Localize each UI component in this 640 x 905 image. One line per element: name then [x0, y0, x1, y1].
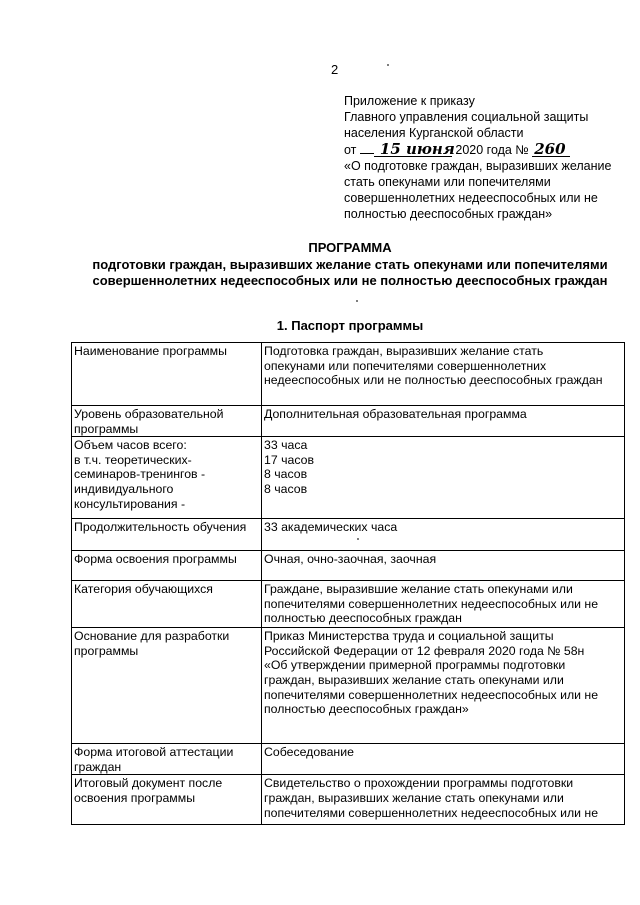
row-value-cell	[262, 551, 625, 581]
row-value-line: полностью дееспособных граждан»	[264, 702, 469, 717]
order-title-line-1: «О подготовке граждан, выразивших желание	[344, 158, 612, 173]
row-label-cell	[72, 406, 262, 437]
row-value-line: недееспособных или не полностью дееспособных граждан	[264, 373, 603, 388]
table-row	[72, 406, 625, 437]
row-label-line: Наименование программы	[74, 344, 227, 358]
table-row	[72, 744, 625, 775]
row-label-cell	[72, 519, 262, 551]
scan-speck	[357, 538, 359, 540]
row-value-cell	[262, 775, 625, 825]
row-label-line: программы	[74, 421, 139, 436]
row-value-cell	[262, 437, 625, 519]
row-value-cell	[262, 519, 625, 551]
row-label-cell	[72, 744, 262, 775]
row-label-line: Форма освоения программы	[74, 552, 237, 567]
table-row	[72, 519, 625, 551]
row-value-line: 8 часов	[264, 467, 308, 482]
row-value-line: Очная, очно-заочная, заочная	[264, 552, 437, 567]
row-value-line: попечителями совершеннолетних недееспособных или не	[264, 805, 599, 820]
year-text: 2020 года №	[455, 142, 529, 157]
row-value-line: граждан, выразивших желание стать опекунами или	[264, 672, 564, 687]
row-value-cell	[262, 406, 625, 437]
row-label-cell	[72, 551, 262, 581]
program-subtitle-line-2: совершеннолетних недееспособных или не полностью дееспособных граждан	[92, 273, 608, 288]
row-label-line: Категория обучающихся	[74, 582, 213, 597]
row-label-line: Продолжительность обучения	[74, 520, 247, 535]
row-label-cell	[72, 775, 262, 825]
handwritten-order-number: 260	[532, 143, 570, 157]
date-prefix: от	[344, 142, 357, 157]
row-value-line: попечителями совершеннолетних недееспособных или не	[264, 596, 599, 611]
row-value-cell	[262, 343, 625, 406]
row-value-line: опекунами или попечителями совершеннолетних	[264, 358, 547, 373]
appendix-block	[344, 93, 634, 223]
row-value-line: граждан, выразивших желание стать опекунами или	[264, 790, 564, 805]
row-label-line: Уровень образовательной	[74, 407, 224, 421]
order-title-line-4: полностью дееспособных граждан»	[344, 207, 553, 222]
scan-speck	[356, 300, 358, 302]
table-row	[72, 437, 625, 519]
row-label-line: Объем часов всего:	[74, 438, 187, 453]
row-value-line: Приказ Министерства труда и социальной защиты	[264, 629, 554, 644]
row-label-cell	[72, 581, 262, 628]
row-label-line: программы	[74, 643, 139, 658]
row-value-line: Собеседование	[264, 745, 354, 760]
row-value-line: попечителями совершеннолетних недееспособных или не	[264, 687, 599, 702]
row-label-line: освоения программы	[74, 790, 196, 805]
row-label-cell	[72, 437, 262, 519]
table-row	[72, 581, 625, 628]
table-row	[72, 628, 625, 744]
row-value-line: Дополнительная образовательная программа	[264, 407, 527, 421]
table-row	[72, 343, 625, 406]
scan-speck	[387, 64, 389, 66]
appendix-line-3: населения Курганской области	[344, 126, 524, 141]
program-title: ПРОГРАММА	[308, 240, 392, 255]
row-value-cell	[262, 628, 625, 744]
row-label-line: индивидуального	[74, 481, 174, 496]
row-value-cell	[262, 581, 625, 628]
row-value-cell	[262, 744, 625, 775]
row-label-line: граждан	[74, 759, 122, 774]
row-label-line: Основание для разработки	[74, 629, 230, 644]
row-value-line: «Об утверждении примерной программы подготовки	[264, 658, 566, 673]
row-label-line: Форма итоговой аттестации	[74, 745, 234, 760]
row-value-line: 8 часов	[264, 481, 308, 496]
row-label-cell	[72, 628, 262, 744]
row-value-line: Подготовка граждан, выразивших желание стать	[264, 344, 544, 358]
order-title-line-2: стать опекунами или попечителями	[344, 175, 551, 190]
table-row	[72, 551, 625, 581]
row-value-line: 17 часов	[264, 452, 314, 467]
row-value-line: Граждане, выразившие желание стать опекунами или	[264, 582, 573, 597]
appendix-date-line	[344, 139, 634, 158]
handwritten-date: 15 июня	[374, 143, 452, 157]
page-number: 2	[331, 62, 339, 77]
row-value-line: Российской Федерации от 12 февраля 2020 года № 58н	[264, 643, 585, 658]
row-label-line: консультирования -	[74, 496, 186, 511]
row-value-line: полностью дееспособных граждан	[264, 611, 462, 626]
section-heading: 1. Паспорт программы	[276, 318, 424, 333]
row-label-cell	[72, 343, 262, 406]
appendix-line-1: Приложение к приказу	[344, 94, 475, 108]
program-subtitle	[60, 257, 640, 289]
appendix-line-2: Главного управления социальной защиты	[344, 110, 589, 125]
program-subtitle-line-1: подготовки граждан, выразивших желание стать опекунами или попечителями	[92, 257, 608, 272]
date-underline	[360, 153, 374, 154]
table-row	[72, 775, 625, 825]
row-label-line: в т.ч. теоретических-	[74, 452, 192, 467]
row-label-line: семинаров-тренингов -	[74, 467, 206, 482]
order-title-line-3: совершеннолетних недееспособных или не	[344, 191, 598, 206]
row-value-line: 33 часа	[264, 438, 308, 453]
row-value-line: 33 академических часа	[264, 520, 398, 535]
row-label-line: Итоговый документ после	[74, 776, 223, 791]
row-value-line: Свидетельство о прохождении программы подготовки	[264, 776, 574, 791]
passport-table	[71, 342, 625, 825]
